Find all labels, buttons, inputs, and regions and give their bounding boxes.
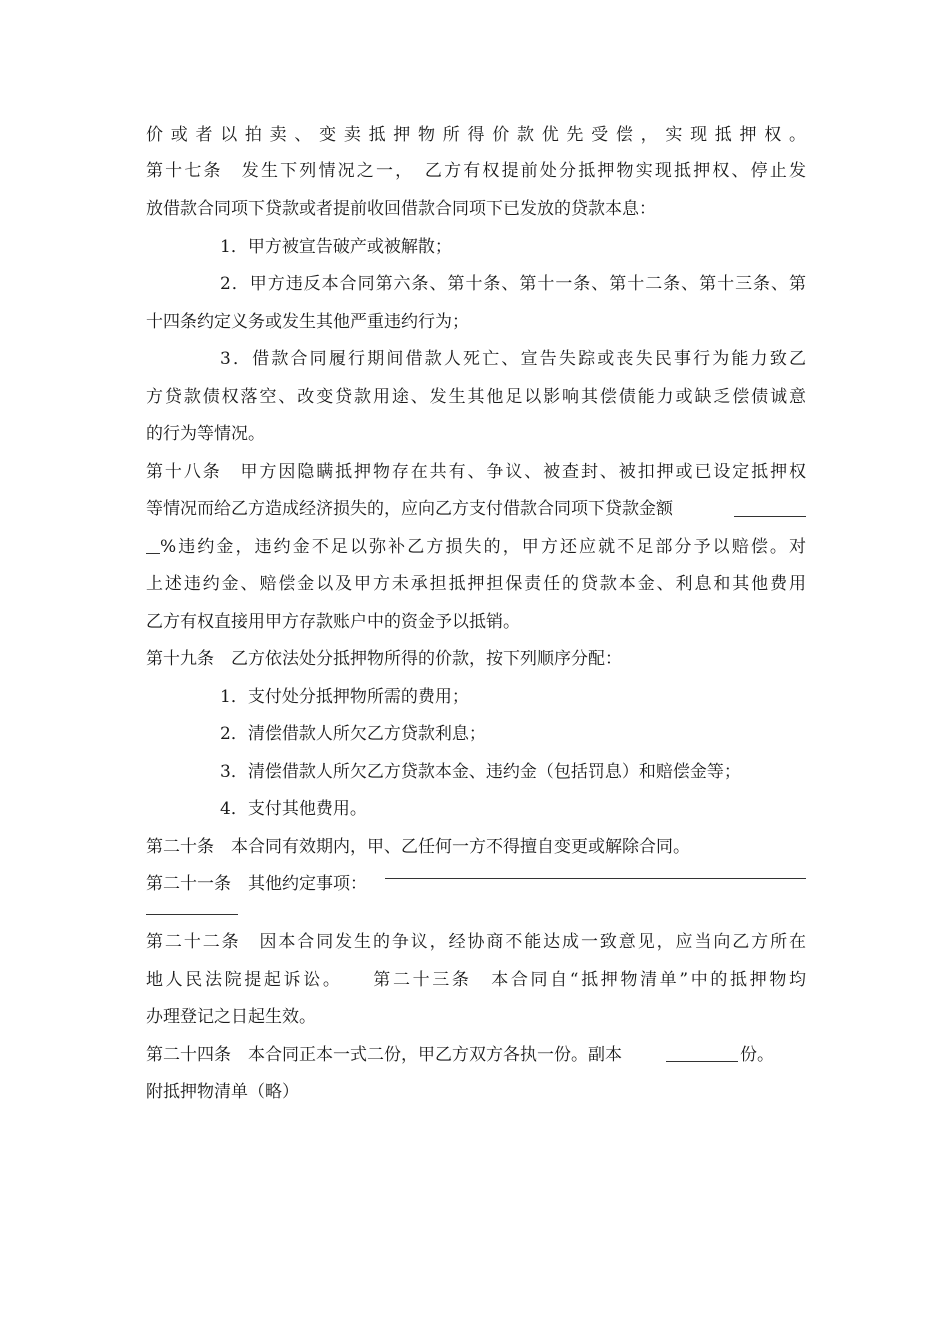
list-item: 3．清偿借款人所欠乙方贷款本金、违约金（包括罚息）和赔偿金等；	[220, 762, 741, 782]
article-24-line: 第二十四条 本合同正本一式二份，甲乙方双方各执一份。副本	[146, 1045, 622, 1065]
list-item: 1．甲方被宣告破产或被解散；	[220, 237, 452, 257]
article-17-heading-line: 第十七条 发生下列情况之一， 乙方有权提前处分抵押物实现抵押权、停止发	[146, 161, 806, 181]
text-line: 方贷款债权落空、改变贷款用途、发生其他足以影响其偿债能力或缺乏偿债诚意	[146, 387, 806, 407]
text-line: 价或者以拍卖、变卖抵押物所得价款优先受偿，实现抵押权。	[146, 125, 806, 145]
fill-blank-line	[385, 878, 806, 879]
text-line: 办理登记之日起生效。	[146, 1007, 316, 1027]
text-line: 份。	[740, 1045, 774, 1065]
text-line: 的行为等情况。	[146, 424, 265, 444]
article-18-heading-line: 第十八条 甲方因隐瞒抵押物存在共有、争议、被查封、被扣押或已设定抵押权	[146, 462, 806, 482]
text-line: 放借款合同项下贷款或者提前收回借款合同项下已发放的贷款本息：	[146, 199, 656, 219]
list-item: 1．支付处分抵押物所需的费用；	[220, 687, 469, 707]
list-item: 2．清偿借款人所欠乙方贷款利息；	[220, 724, 486, 744]
fill-blank-line	[146, 553, 160, 554]
fill-blank-line	[666, 1061, 738, 1062]
text-line: 十四条约定义务或发生其他严重违约行为；	[146, 312, 469, 332]
attachment-note: 附抵押物清单（略）	[146, 1082, 299, 1102]
fill-blank-line	[146, 914, 238, 915]
fill-blank-line	[734, 516, 806, 517]
list-item: 3．借款合同履行期间借款人死亡、宣告失踪或丧失民事行为能力致乙	[220, 349, 806, 369]
text-line: 乙方有权直接用甲方存款账户中的资金予以抵销。	[146, 612, 520, 632]
text-line: 地人民法院提起诉讼。 第二十三条 本合同自“抵押物清单”中的抵押物均	[146, 970, 806, 990]
text-line: 等情况而给乙方造成经济损失的，应向乙方支付借款合同项下贷款金额	[146, 499, 673, 519]
list-item: 2．甲方违反本合同第六条、第十条、第十一条、第十二条、第十三条、第	[220, 274, 806, 294]
list-item: 4．支付其他费用。	[220, 799, 367, 819]
article-21-line: 第二十一条 其他约定事项：	[146, 874, 367, 894]
article-19-heading-line: 第十九条 乙方依法处分抵押物所得的价款，按下列顺序分配：	[146, 649, 622, 669]
text-line: 上述违约金、赔偿金以及甲方未承担抵押担保责任的贷款本金、利息和其他费用	[146, 574, 806, 594]
text-line: %违约金，违约金不足以弥补乙方损失的，甲方还应就不足部分予以赔偿。对	[160, 537, 806, 557]
article-20-line: 第二十条 本合同有效期内，甲、乙任何一方不得擅自变更或解除合同。	[146, 837, 690, 857]
article-22-line: 第二十二条 因本合同发生的争议，经协商不能达成一致意见，应当向乙方所在	[146, 932, 806, 952]
